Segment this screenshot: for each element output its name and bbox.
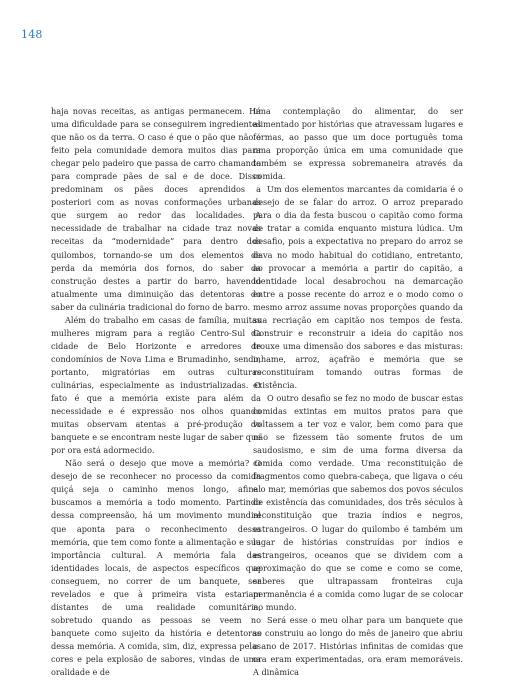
page-number: 148: [21, 28, 43, 41]
paragraph: Além do trabalho em casas de família, muitas mulheres migram para a região Centro-Sul da cidade de Belo Horizonte e arredores de condomínios de Nova Lima e Brumadinho, sendo, portanto, migratórias em outras culturas culinárias, especialmente as industrializadas. O fato é que a memória existe para além da necessidade e é expressão nos olhos quando muitas observam atentas a pré-produção do banquete e se encontram neste lugar de saber que por ora está adormecido.: [51, 314, 261, 456]
paragraph: Um dos elementos marcantes da comidaria é o desejo de se falar do arroz. O arroz preparado para o dia da festa buscou o capitão como forma de tratar a comida enquanto mistura lúdica. Um desafio, pois a expectativa no preparo do arroz se dava no modo habitual do cotidiano, entretanto, ao provocar a memória a partir do capitão, a identidade local desabrochou na demarcação entre a posse recente do arroz e o modo como o mesmo arroz assume novas proporções quando da sua recriação em capitão nos tempos de festa. Construir e reconstruir a ideia do capitão nos trouxe uma dimensão dos sabores e das misturas: inhame, arroz, açafrão e memória que se reconstituíram tomando outras formas de existência.: [253, 184, 463, 390]
paragraph: uma contemplação do alimentar, do ser alimentado por histórias que atravessam lugares e formas, ao passo que um doce português toma uma proporção única em uma comunidade que também se expressa sobremaneira através da comida.: [253, 106, 463, 182]
left-text-column: [51, 105, 261, 679]
paragraph: Será esse o meu olhar para um banquete que se construiu ao longo do mês de janeiro que abriu o ano de 2017. Histórias infinitas de comidas que ora eram experimentadas, ora eram memoráveis. A dinâmica: [253, 614, 463, 678]
paragraph: haja novas receitas, as antigas permanecem. Há uma dificuldade para se conseguirem ingredientes que não os da terra. O caso é que o pão que não é feito pela comunidade demora muitos dias para chegar pelo padeiro que passa de carro chamando para comprade pães de sal e de doce. Disso predominam os pães doces aprendidos a posteriori com as novas conformações urbanas que surgem ao redor das localidades. A necessidade de trabalhar na cidade traz novas receitas da “modernidade” para dentro dos quilombos, tornando-se um dos elementos de perda da memória dos fornos, do saber da construção destes a partir do barro, havendo atualmente uma diminuição das detentoras do saber da culinária tradicional do forno de barro.: [51, 106, 261, 312]
right-text-column: [253, 105, 463, 679]
paragraph: O outro desafio se fez no modo de buscar estas comidas extintas em muitos pratos para que voltassem a ter voz e valor, bem como para que não se fizessem tão somente frutos de um saudosismo, e sim de uma forma diversa da comida como verdade. Uma reconstituição de fragmentos como quebra-cabeça, que ligava o céu e o mar, memórias que sabemos dos povos séculos de existência das comunidades, dos três séculos à reconstituição que trazia índios e negros, estrangeiros. O lugar do quilombo é também um lugar de histórias construídas por índios e estrangeiros, oceanos que se dividem com a aproximação do que se come e como se come, saberes que ultrapassam fronteiras cuja permanência é a comida como lugar de se colocar no mundo.: [253, 393, 463, 612]
paragraph: Não será o desejo que move a memória? O desejo de se reconhecer no processo da comida quiçá seja o caminho menos longo, afinal buscamos a memória a todo momento. Partindo dessa compreensão, há um movimento mundial que aponta para o reconhecimento dessa memória, que tem como fonte a alimentação e sua importância cultural. A memória fala das identidades locais, de aspectos específicos que conseguem, no correr de um banquete, ser revelados e que à primeira vista estariam distantes de uma realidade comunitária, sobretudo quando as pessoas se veem no banquete como sujeito da história e detentoras dessa memória. A comida, sim, diz, expressa pelas cores e pela explosão de sabores, vindas de uma oralidade e de: [51, 458, 261, 678]
